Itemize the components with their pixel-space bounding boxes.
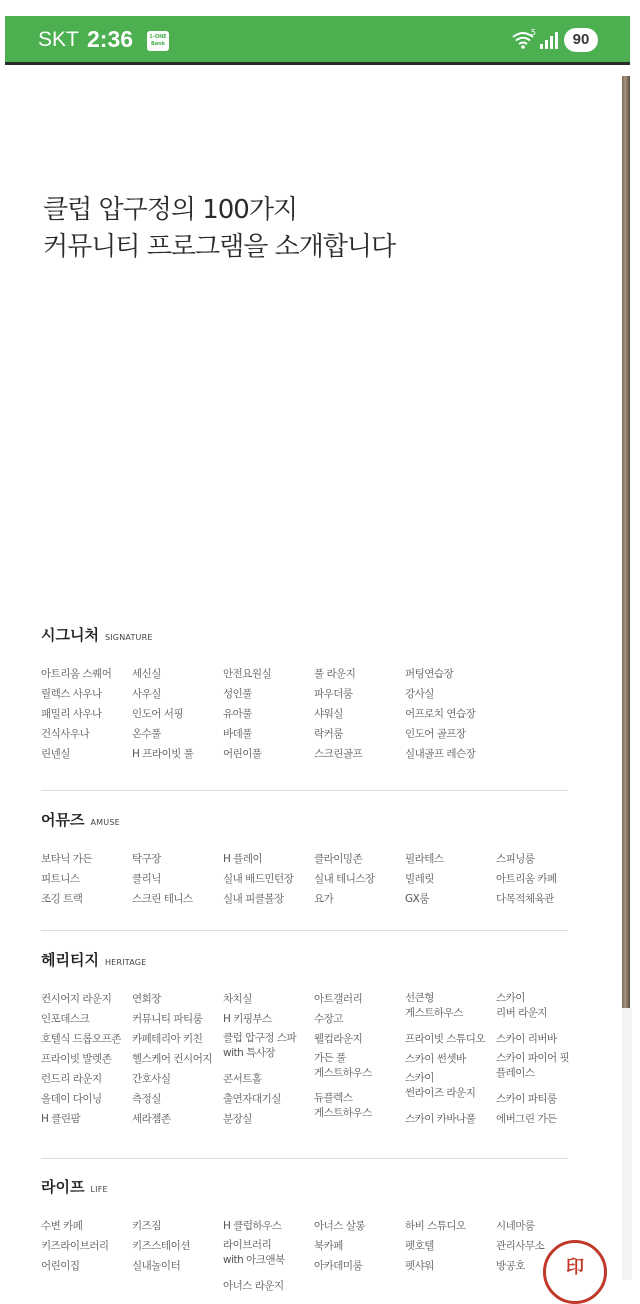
facility-item: 아트리움 카페 (496, 873, 557, 885)
facility-item: 실내 테니스장 (314, 873, 375, 885)
facility-item: 간호사실 (132, 1073, 171, 1085)
facility-item: 어린이집 (41, 1260, 80, 1272)
facility-item: 스카이 파이어 핏 플레이스 (496, 1052, 570, 1079)
facility-item: 분장실 (223, 1113, 252, 1125)
facility-item: H 프라이빗 풀 (132, 748, 194, 760)
facility-item: 카페테리아 키친 (132, 1033, 203, 1045)
facility-item: 건식사우나 (41, 728, 90, 740)
facility-item: 연회장 (132, 993, 161, 1005)
section-divider (41, 790, 568, 791)
facility-item: 강사실 (405, 688, 434, 700)
facility-column (496, 849, 586, 909)
section-heritage (41, 949, 571, 1125)
facility-item: 선큰형 게스트하우스 (405, 992, 463, 1019)
facility-item: 다목적체육관 (496, 893, 554, 905)
facility-item: 클럽 압구정 스파 with 특사장 (223, 1032, 297, 1059)
facility-item: 실내골프 레슨장 (405, 748, 476, 760)
facility-column (132, 664, 222, 764)
section-subtitle: LIFE (90, 1185, 108, 1194)
facility-item: 실내 피클볼장 (223, 893, 284, 905)
facility-item: 아트리움 스퀘어 (41, 668, 112, 680)
section-subtitle: SIGNATURE (104, 633, 153, 642)
section-subtitle: AMUSE (90, 818, 120, 827)
facility-item: 어프로치 연습장 (405, 708, 476, 720)
facility-item: 스카이 카바나풀 (405, 1113, 476, 1125)
facility-item: 필라테스 (405, 853, 444, 865)
facility-column (496, 989, 586, 1129)
facility-item: 린넨실 (41, 748, 70, 760)
facility-item: 사우실 (132, 688, 161, 700)
section-title (41, 809, 571, 830)
facility-column (132, 1216, 222, 1276)
facility-item: H 키핑부스 (223, 1013, 272, 1025)
facility-item: 스카이 리버바 (496, 1033, 557, 1045)
facility-item: 락커룸 (314, 728, 343, 740)
facility-item: 실내 배드민턴장 (223, 873, 294, 885)
section-amuse (41, 809, 571, 905)
facility-item: 스카이 리버 라운지 (496, 992, 548, 1019)
facility-column (223, 1216, 313, 1296)
facility-item: 키즈짐 (132, 1220, 161, 1232)
section-title-text: 헤리티지 (41, 951, 99, 969)
facility-item: 호텔식 드롭오프존 (41, 1033, 121, 1045)
facility-item: 인도어 골프장 (405, 728, 466, 740)
facility-item: 측정실 (132, 1093, 161, 1105)
facility-item: 가든 풀 게스트하우스 (314, 1052, 372, 1079)
facility-item: 펫호텔 (405, 1240, 434, 1252)
headline-line-1: 클럽 압구정의 100가지 (43, 195, 298, 225)
facility-item: 인포데스크 (41, 1013, 90, 1025)
facility-item: 올데이 다이닝 (41, 1093, 102, 1105)
facility-column (223, 849, 313, 909)
carrier-label: SKT (38, 28, 79, 51)
status-icons (512, 27, 598, 53)
headline-line-2: 커뮤니티 프로그램을 소개합니다 (43, 232, 396, 262)
facility-item: 바데풀 (223, 728, 252, 740)
section-title (41, 624, 571, 645)
facility-column (314, 664, 404, 764)
facility-column (41, 664, 131, 764)
facility-item: 시네마룸 (496, 1220, 535, 1232)
facility-item: 클리닉 (132, 873, 161, 885)
background-page-edge-lower (622, 1008, 632, 1280)
facility-item: 스피닝룸 (496, 853, 535, 865)
signal-strength-icon (540, 31, 558, 49)
facility-item: 어린이풀 (223, 748, 262, 760)
facility-column (405, 989, 495, 1129)
section-life (41, 1176, 571, 1292)
section-title-text: 라이프 (41, 1178, 85, 1196)
facility-item: 프라이빗 스튜디오 (405, 1033, 485, 1045)
facility-item: 파우더룸 (314, 688, 353, 700)
red-seal-stamp: 印 (543, 1240, 607, 1304)
wifi-icon (512, 30, 534, 50)
section-divider (41, 1158, 568, 1159)
facility-column (314, 849, 404, 909)
facility-item: 안전요원실 (223, 668, 272, 680)
section-subtitle: HERITAGE (104, 958, 147, 967)
facility-item: 요가 (314, 893, 334, 905)
section-title-text: 시그니처 (41, 626, 99, 644)
facility-item: 키즈스테이션 (132, 1240, 190, 1252)
facility-column (223, 664, 313, 764)
facility-column (405, 1216, 495, 1276)
facility-item: 프라이빗 발렛존 (41, 1053, 112, 1065)
facility-item: 콘서트홀 (223, 1073, 262, 1085)
facility-item: 실내놀이터 (132, 1260, 181, 1272)
facility-item: 웰컴라운지 (314, 1033, 363, 1045)
facility-item: 스카이 썬셋바 (405, 1053, 466, 1065)
facility-item: 관리사무소 (496, 1240, 545, 1252)
facility-item: 인도어 서핑 (132, 708, 184, 720)
section-title (41, 1176, 571, 1197)
facility-item: 펫샤워 (405, 1260, 434, 1272)
facility-item: 세신실 (132, 668, 161, 680)
facility-item: 컨시어지 라운지 (41, 993, 112, 1005)
facility-column (405, 849, 495, 909)
facility-item: 라이브러리 with 아크앤북 (223, 1239, 285, 1266)
facility-item: 스크린골프 (314, 748, 363, 760)
facility-item: 북카페 (314, 1240, 343, 1252)
status-bar (0, 0, 640, 68)
facility-item: H 클린팜 (41, 1113, 81, 1125)
facility-column (314, 989, 404, 1129)
wifi-band-label: 5 (530, 28, 536, 37)
brochure-page (0, 68, 622, 1292)
facility-item: 스크린 테니스 (132, 893, 193, 905)
facility-item: 빌레릿 (405, 873, 434, 885)
facility-item: 에버그린 가든 (496, 1113, 557, 1125)
facility-item: 풀 라운지 (314, 668, 356, 680)
facility-item: 퍼팅연습장 (405, 668, 454, 680)
facility-item: 듀플렉스 게스트하우스 (314, 1092, 372, 1119)
section-divider (41, 930, 568, 931)
facility-item: GX룸 (405, 893, 429, 905)
facility-item: 수변 카페 (41, 1220, 83, 1232)
facility-item: H 클럽하우스 (223, 1220, 282, 1232)
facility-column (405, 664, 495, 764)
facility-item: 아카데미룸 (314, 1260, 363, 1272)
facility-item: 스카이 썬라이즈 라운지 (405, 1072, 476, 1099)
facility-item: 하비 스튜디오 (405, 1220, 466, 1232)
section-signature (41, 624, 571, 760)
bank-app-icon: 1-ONE Bank (147, 31, 169, 51)
facility-item: 피트니스 (41, 873, 80, 885)
facility-item: 헬스케어 컨시어지 (132, 1053, 212, 1065)
facility-item: 성인풀 (223, 688, 252, 700)
facility-item: 아너스 살롱 (314, 1220, 366, 1232)
facility-column (132, 849, 222, 909)
clock: 2:36 (87, 26, 134, 52)
facility-item: 패밀리 사우나 (41, 708, 102, 720)
facility-column (41, 1216, 131, 1276)
facility-item: 방공호 (496, 1260, 525, 1272)
facility-item: 출연자대기실 (223, 1093, 281, 1105)
facility-item: 보타닉 가든 (41, 853, 93, 865)
facility-column (223, 989, 313, 1129)
facility-item: 세라젬존 (132, 1113, 171, 1125)
facility-item: 샤워실 (314, 708, 343, 720)
facility-item: 탁구장 (132, 853, 161, 865)
facility-column (132, 989, 222, 1129)
facility-column (41, 849, 131, 909)
facility-item: H 플레이 (223, 853, 263, 865)
facility-item: 온수풀 (132, 728, 161, 740)
facility-item: 런드리 라운지 (41, 1073, 102, 1085)
facility-item: 커뮤니티 파티룸 (132, 1013, 203, 1025)
status-bar-background (5, 16, 630, 65)
facility-item: 차치실 (223, 993, 252, 1005)
facility-item: 클라이밍존 (314, 853, 363, 865)
background-page-edge (622, 76, 630, 1008)
facility-item: 스카이 파티룸 (496, 1093, 557, 1105)
facility-item: 릴렉스 사우나 (41, 688, 102, 700)
facility-item: 아트갤러리 (314, 993, 363, 1005)
facility-item: 유아풀 (223, 708, 252, 720)
facility-column (41, 989, 131, 1129)
facility-item: 조깅 트랙 (41, 893, 83, 905)
facility-column (314, 1216, 404, 1276)
section-title (41, 949, 571, 970)
facility-item: 키즈라이브러리 (41, 1240, 109, 1252)
section-title-text: 어뮤즈 (41, 811, 85, 829)
facility-item: 아너스 라운지 (223, 1280, 284, 1292)
facility-item: 수장고 (314, 1013, 343, 1025)
page-headline (43, 192, 395, 266)
battery-indicator: 90 (564, 28, 598, 52)
